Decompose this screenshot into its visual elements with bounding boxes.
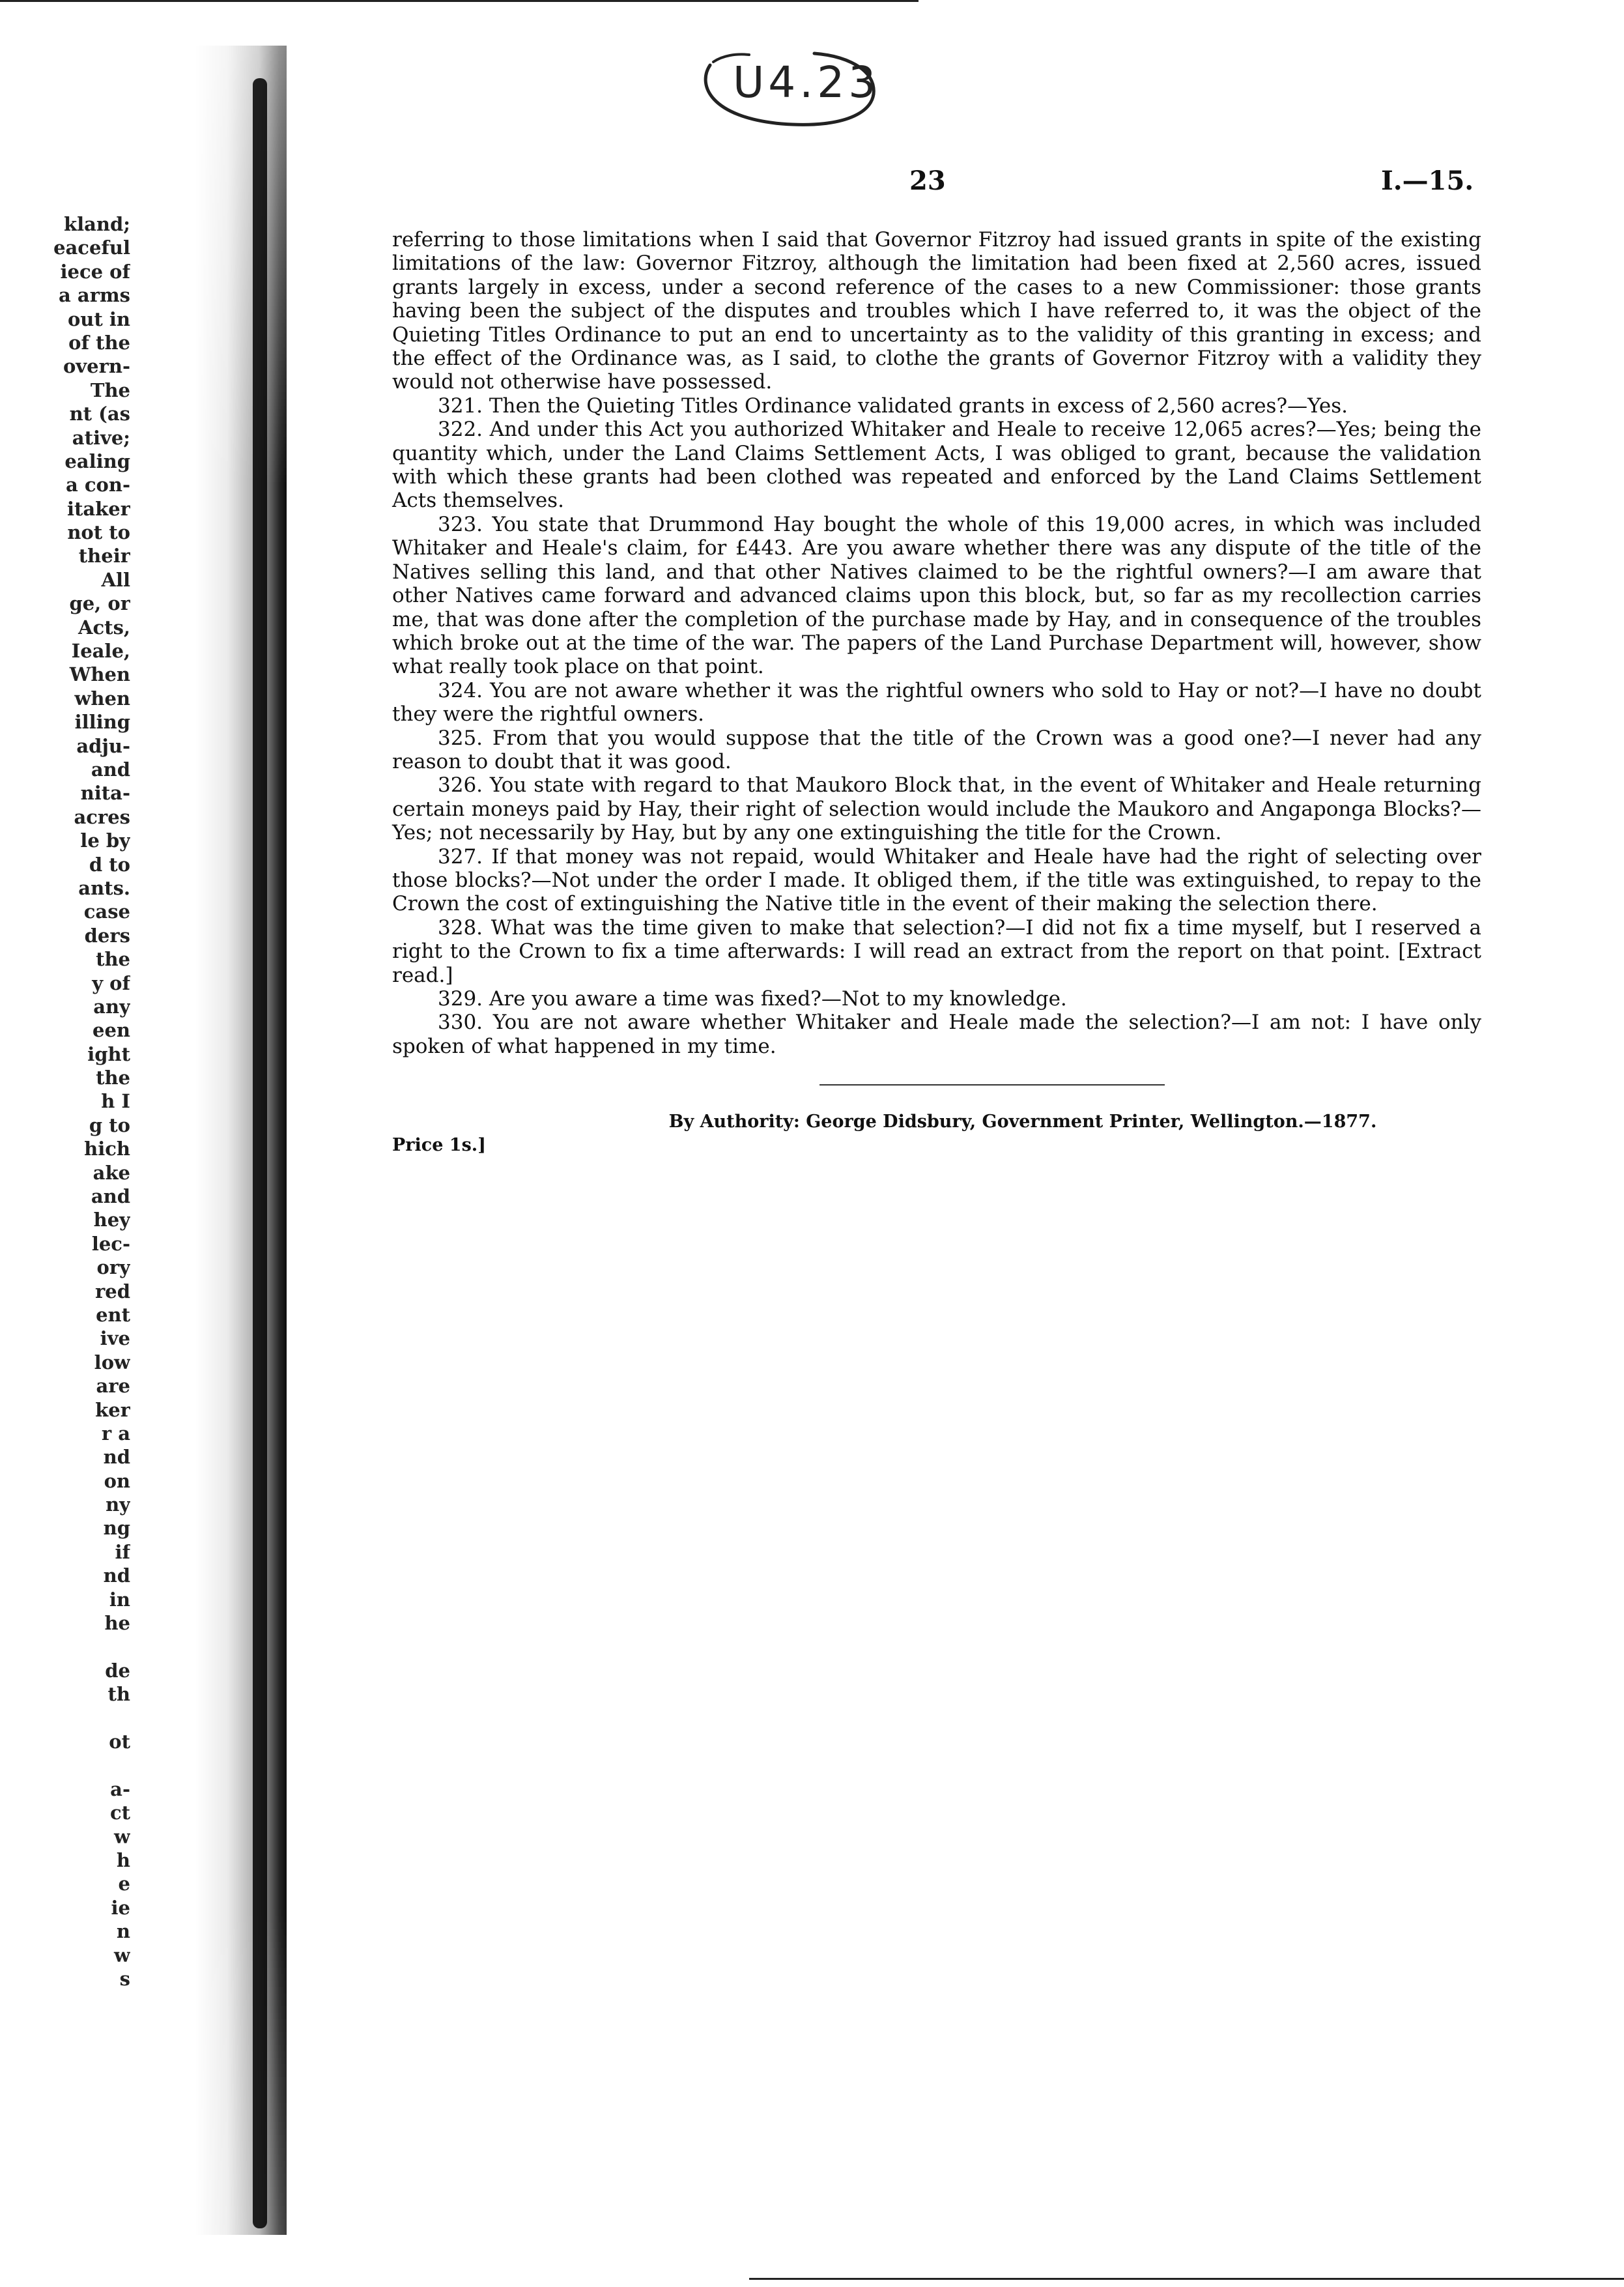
margin-fragment: hich (84, 1138, 130, 1160)
margin-fragment: the (96, 948, 130, 971)
handwritten-stamp (684, 39, 879, 137)
margin-fragment: s (119, 1967, 130, 1990)
binding-fold (253, 78, 267, 2228)
price-note: Price 1s.] (392, 1135, 486, 1155)
margin-fragment: are (96, 1375, 130, 1398)
margin-fragment: nt (as (69, 403, 130, 425)
margin-fragment: een (93, 1019, 130, 1042)
paragraph: 328. What was the time given to make that selection?—I did not fix a time myself, but I reserved a right to the Crown to fix a time afterwards: I will read an extract from the report on that point. [Extract read.] (392, 915, 1481, 987)
margin-fragment: nita- (80, 782, 130, 805)
document-reference: I.—15. (1381, 165, 1474, 196)
margin-fragment: ker (95, 1398, 130, 1421)
margin-fragment: ative; (72, 426, 130, 449)
margin-fragment: hey (93, 1209, 130, 1231)
margin-fragment: not to (67, 521, 130, 544)
margin-fragment: if (115, 1540, 130, 1563)
margin-fragment: a- (110, 1777, 130, 1800)
margin-fragment: ny (106, 1493, 130, 1516)
margin-fragment: a con- (65, 474, 130, 496)
stamp-text: U4.23 (733, 57, 880, 108)
margin-fragment: ie (111, 1896, 130, 1919)
margin-fragment: in (109, 1588, 130, 1611)
paragraph: 326. You state with regard to that Maukoro Block that, in the event of Whitaker and Heale returning certain moneys paid by Hay, their right of selection would include the Maukoro and Angaponga Blocks?—Yes; not necessarily by Hay, but by any one extinguishing the title for the Crown. (392, 773, 1481, 845)
margin-fragment: th (107, 1683, 130, 1706)
paragraph: 330. You are not aware whether Whitaker and Heale made the selection?—I am not: I have only spoken of what happened in my time. (392, 1011, 1481, 1058)
margin-fragment: red (94, 1280, 130, 1302)
margin-fragment: low (94, 1351, 130, 1374)
margin-fragment: All (101, 568, 130, 591)
margin-fragment: d to (89, 853, 130, 876)
margin-fragment: itaker (66, 497, 130, 520)
margin-fragment (0, 1706, 130, 1730)
margin-fragment: illing (74, 711, 130, 734)
margin-fragment: when (74, 687, 130, 710)
margin-fragment: iece of (60, 260, 130, 283)
margin-fragment: nd (103, 1564, 130, 1587)
margin-fragment: ory (96, 1256, 130, 1279)
margin-fragment: the (96, 1067, 130, 1089)
paragraph: 324. You are not aware whether it was the rightful owners who sold to Hay or not?—I have no doubt they were the rightful owners. (392, 678, 1481, 726)
margin-fragment (0, 1635, 130, 1658)
margin-fragment: ake (93, 1161, 130, 1184)
margin-fragment: lec- (91, 1232, 130, 1255)
margin-fragment: ders (84, 924, 130, 947)
margin-fragment: out in (67, 308, 130, 330)
margin-fragment: ot (109, 1731, 130, 1753)
paragraph: 323. You state that Drummond Hay bought the whole of this 19,000 acres, in which was included Whitaker and Heale's claim, for £443. Are you aware whether there was any dispute of the title of the Natives selling this land, and that other Natives claimed to be the rightful owners?—I am aware that other Natives came forward and advanced claims upon this block, but, so far as my recollection carries me, that was done after the completion of the purchase made by Hay, and in consequence of the troubles which broke out at the time of the war. The papers of the Land Purchase Department will, however, show what really took place on that point. (392, 512, 1481, 679)
margin-fragment: a arms (59, 284, 130, 307)
margin-fragment: w (114, 1825, 130, 1848)
paragraph: referring to those limitations when I said that Governor Fitzroy had issued grants in spite of the existing limitations of the law: Governor Fitzroy, although the limitation had been fixed at 2,560 acres, issued grants largely in excess, under a second reference of the cases to a new Commissioner: those grants having been the subject of the disputes and troubles which I have referred to, it was the object of the Quieting Titles Ordinance to put an end to uncertainty as to the validity of this granting in excess; and the effect of the Ordinance was, as I said, to clothe the grants of Governor Fitzroy with a validity they would not otherwise have possessed. (392, 228, 1481, 394)
margin-fragment: h (116, 1848, 130, 1871)
margin-fragment: he (104, 1612, 130, 1635)
footer-rule (819, 1084, 1165, 1086)
margin-fragment: ive (100, 1327, 130, 1350)
paragraph: 321. Then the Quieting Titles Ordinance validated grants in excess of 2,560 acres?—Yes. (438, 394, 1348, 418)
margin-fragment (0, 1753, 130, 1777)
document-body (392, 228, 1481, 1058)
margin-fragment: le by (80, 829, 130, 852)
margin-fragment: Acts, (78, 616, 130, 639)
margin-fragment: ealing (64, 450, 130, 472)
margin-fragment: de (105, 1659, 130, 1682)
margin-fragment: e (118, 1873, 130, 1895)
margin-fragment: case (83, 900, 130, 923)
paragraph: 327. If that money was not repaid, would Whitaker and Heale have had the right of selecting over those blocks?—Not under the order I made. It obliged them, if the title was extinguished, to repay to the Crown the cost of extinguishing the Native title in the event of their making the selection there. (392, 844, 1481, 916)
margin-fragment: and (91, 758, 130, 781)
margin-fragment: any (93, 995, 130, 1018)
paragraph: 322. And under this Act you authorized Whitaker and Heale to receive 12,065 acres?—Yes; being the quantity which, under the Land Claims Settlement Acts, I was obliged to grant, because the validation with which these grants had been clothed was repeated and enforced by the Land Claims Settlement Acts themselves. (392, 418, 1481, 513)
margin-fragment: overn- (63, 355, 130, 378)
binding-gutter-shadow (195, 46, 287, 2235)
margin-fragment: Ieale, (71, 640, 130, 663)
margin-fragment: ge, or (69, 592, 130, 615)
margin-fragment: kland; (64, 213, 130, 235)
margin-fragment: ight (87, 1043, 130, 1065)
margin-fragment: ent (96, 1303, 130, 1326)
margin-fragment: acres (74, 805, 130, 828)
margin-fragment: When (69, 663, 130, 686)
margin-fragment: nd (103, 1446, 130, 1469)
margin-fragment: ants. (78, 876, 130, 899)
margin-fragment: adju- (76, 734, 130, 757)
margin-fragment: ct (109, 1802, 130, 1824)
margin-fragment: n (116, 1920, 130, 1943)
margin-fragment: r a (101, 1422, 130, 1445)
margin-fragment: y of (92, 971, 130, 994)
margin-fragment: of the (68, 331, 130, 354)
margin-fragment: and (91, 1185, 130, 1208)
margin-fragment: h I (101, 1090, 130, 1113)
margin-fragment: ng (103, 1517, 130, 1540)
margin-fragment: their (78, 545, 130, 568)
margin-fragment: g to (89, 1114, 130, 1136)
printer-imprint: By Authority: George Didsbury, Government Printer, Wellington.—1877. (668, 1112, 1377, 1132)
margin-fragment: w (114, 1944, 130, 1966)
margin-fragment: on (104, 1469, 130, 1492)
paragraph: 329. Are you aware a time was fixed?—Not to my knowledge. (438, 987, 1067, 1011)
paragraph: 325. From that you would suppose that the title of the Crown was a good one?—I never had any reason to doubt that it was good. (392, 726, 1481, 773)
margin-fragment: The (90, 379, 130, 401)
facing-page-fragments (0, 212, 130, 1991)
page-number: 23 (909, 165, 946, 196)
scan-edge-top (0, 0, 919, 2)
scan-edge-bottom (749, 2278, 1624, 2280)
margin-fragment: eaceful (53, 237, 130, 259)
